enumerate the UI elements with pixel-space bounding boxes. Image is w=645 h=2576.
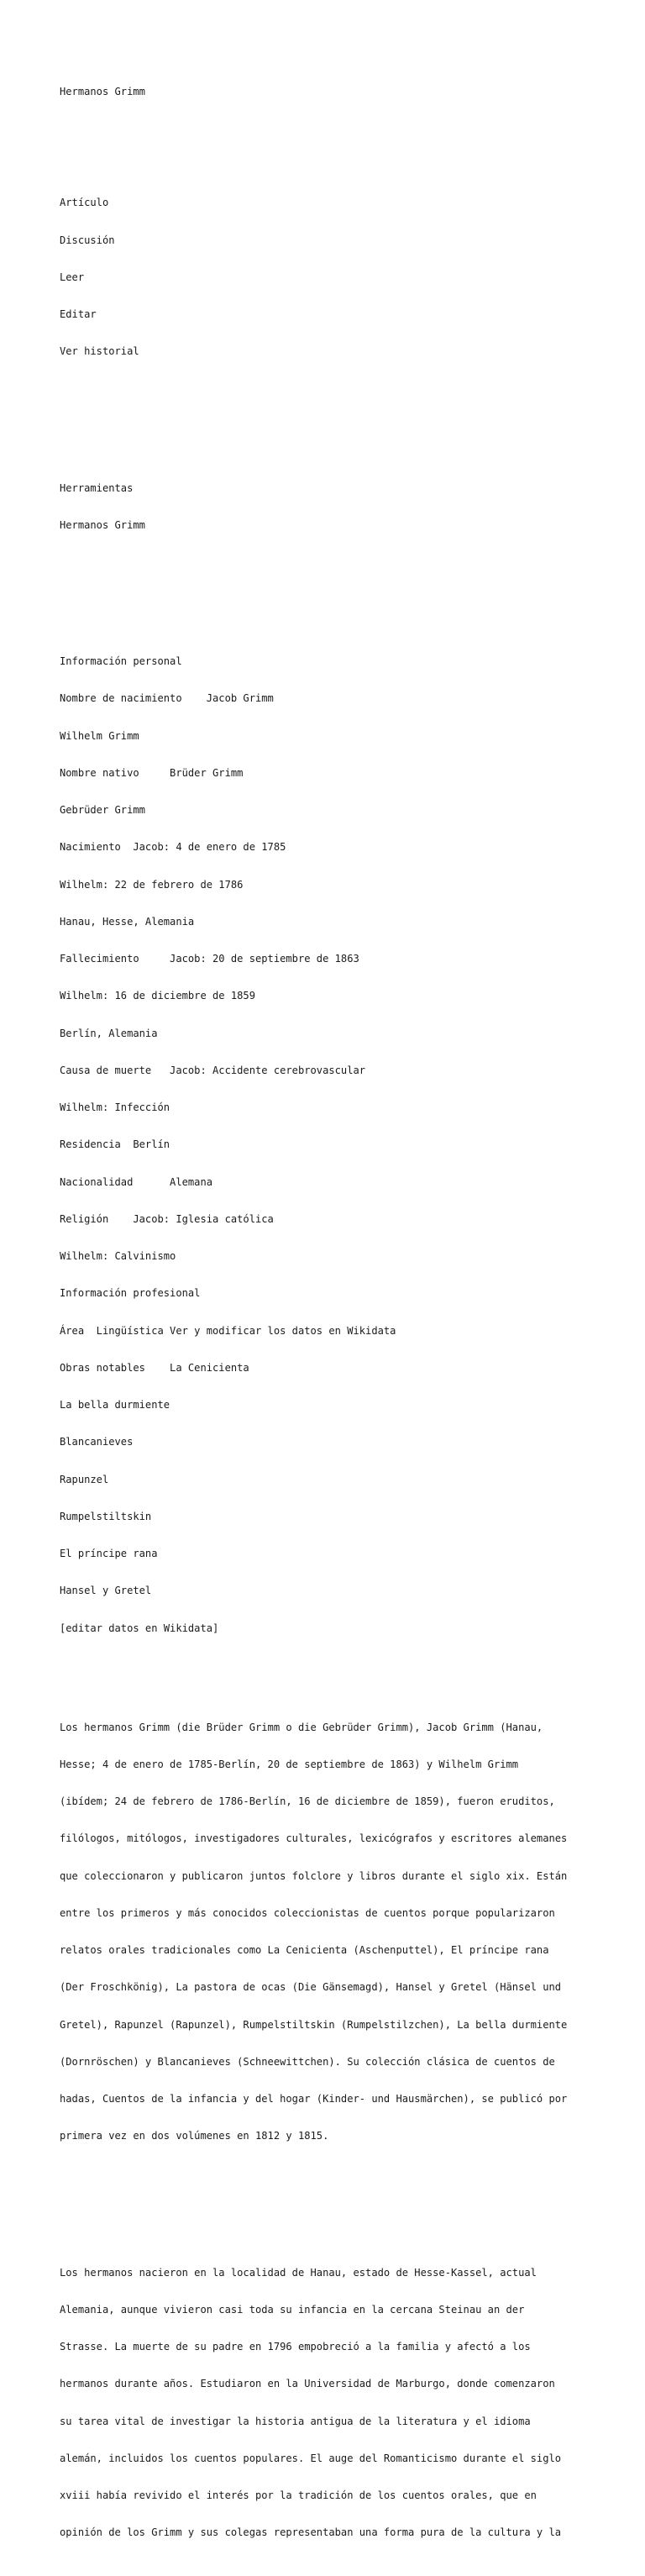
infobox-line: Wilhelm: 22 de febrero de 1786 (60, 878, 244, 891)
infobox-line: Blancanieves (60, 1436, 134, 1448)
infobox-line: El príncipe rana (60, 1548, 158, 1559)
spacer (60, 123, 589, 135)
infobox-line: Nacimiento Jacob: 4 de enero de 1785 (60, 841, 286, 854)
edit-wikidata-link[interactable]: [editar datos en Wikidata] (60, 1622, 219, 1634)
infobox-line: Obras notables La Cenicienta (60, 1361, 249, 1374)
paragraph-1 (60, 1696, 589, 2168)
infobox-line: Wilhelm Grimm (60, 729, 139, 742)
paragraph-line: que coleccionaron y publicaron juntos folclore y libros durante el siglo xix. Están (60, 1869, 568, 1882)
paragraph-line: (Dornröschen) y Blancanieves (Schneewittchen). Su colección clásica de cuentos de (60, 2055, 555, 2068)
infobox-line: Berlín, Alemania (60, 1027, 158, 1039)
tools-section (60, 457, 589, 556)
infobox-line: Wilhelm: 16 de diciembre de 1859 (60, 990, 255, 1002)
infobox-line: Área Lingüística Ver y modificar los datos en Wikidata (60, 1324, 396, 1337)
paragraph-line: Gretel), Rapunzel (Rapunzel), Rumpelstiltskin (Rumpelstilzchen), La bella durmiente (60, 2018, 568, 2031)
paragraph-line: Hesse; 4 de enero de 1785-Berlín, 20 de septiembre de 1863) y Wilhelm Grimm (60, 1758, 519, 1770)
nav-discussion-link[interactable]: Discusión (60, 234, 115, 246)
page-title: Hermanos Grimm (60, 85, 145, 97)
infobox-line: Información profesional (60, 1287, 201, 1300)
nav-history-link[interactable]: Ver historial (60, 345, 139, 358)
infobox-line: Rapunzel (60, 1473, 109, 1485)
paragraph-2 (60, 2242, 589, 2564)
nav-read-link[interactable]: Leer (60, 271, 85, 283)
paragraph-line: xviii había revivido el interés por la tradición de los cuentos orales, que en (60, 2489, 537, 2501)
paragraph-line: Los hermanos Grimm (die Brüder Grimm o die Gebrüder Grimm), Jacob Grimm (Hanau, (60, 1721, 543, 1733)
paragraph-line: (Der Froschkönig), La pastora de ocas (Die Gänsemagd), Hansel y Gretel (Hänsel und (60, 1981, 562, 1994)
paragraph-line: primera vez en dos volúmenes en 1812 y 1815. (60, 2130, 329, 2142)
infobox-line: Hansel y Gretel (60, 1585, 152, 1597)
infobox-line: Wilhelm: Calvinismo (60, 1250, 176, 1262)
paragraph-line: Alemania, aunque vivieron casi toda su infancia en la cercana Steinau an der (60, 2303, 525, 2316)
nav-article-link[interactable]: Artículo (60, 197, 109, 209)
infobox-line: Nombre nativo Brüder Grimm (60, 766, 244, 779)
infobox-line: La bella durmiente (60, 1399, 170, 1411)
spacer (60, 407, 589, 420)
infobox (60, 631, 589, 1659)
paragraph-line: opinión de los Grimm y sus colegas representaban una forma pura de la cultura y la (60, 2526, 562, 2539)
infobox-line: Religión Jacob: Iglesia católica (60, 1212, 274, 1225)
paragraph-line: filólogos, mitólogos, investigadores culturales, lexicógrafos y escritores alemanes (60, 1832, 568, 1845)
spacer (60, 581, 589, 594)
paragraph-line: su tarea vital de investigar la historia antigua de la literatura y el idioma (60, 2415, 531, 2427)
infobox-line: Hanau, Hesse, Alemania (60, 915, 195, 928)
paragraph-line: (ibídem; 24 de febrero de 1786-Berlín, 16 de diciembre de 1859), fueron eruditos, (60, 1795, 555, 1807)
infobox-line: Residencia Berlín (60, 1138, 170, 1151)
paragraph-line: relatos orales tradicionales como La Cenicienta (Aschenputtel), El príncipe rana (60, 1944, 549, 1956)
paragraph-line: entre los primeros y más conocidos coleccionistas de cuentos porque popularizaron (60, 1906, 555, 1919)
infobox-line: Nacionalidad Alemana (60, 1175, 213, 1188)
tools-label[interactable]: Herramientas (60, 481, 134, 494)
nav-edit-link[interactable]: Editar (60, 308, 97, 320)
tools-article-name: Hermanos Grimm (60, 518, 145, 531)
infobox-line: Wilhelm: Infección (60, 1101, 170, 1113)
spacer (60, 2192, 589, 2205)
infobox-line: Información personal (60, 655, 182, 667)
paragraph-line: Strasse. La muerte de su padre en 1796 empobreció a la familia y afectó a los (60, 2341, 531, 2353)
paragraph-line: alemán, incluidos los cuentos populares. El auge del Romanticismo durante el siglo (60, 2452, 562, 2464)
nav-links (60, 172, 589, 383)
document-body (60, 60, 589, 2576)
infobox-line: Nombre de nacimiento Jacob Grimm (60, 692, 274, 705)
paragraph-line: hermanos durante años. Estudiaron en la Universidad de Marburgo, donde comenzaron (60, 2378, 555, 2390)
infobox-line: Rumpelstiltskin (60, 1510, 152, 1522)
infobox-line: Gebrüder Grimm (60, 804, 145, 816)
paragraph-line: hadas, Cuentos de la infancia y del hogar (Kinder- und Hausmärchen), se publicó por (60, 2093, 568, 2105)
paragraph-line: Los hermanos nacieron en la localidad de Hanau, estado de Hesse-Kassel, actual (60, 2266, 537, 2279)
infobox-line: Fallecimiento Jacob: 20 de septiembre de 1863 (60, 953, 359, 965)
infobox-line: Causa de muerte Jacob: Accidente cerebrovascular (60, 1064, 366, 1076)
